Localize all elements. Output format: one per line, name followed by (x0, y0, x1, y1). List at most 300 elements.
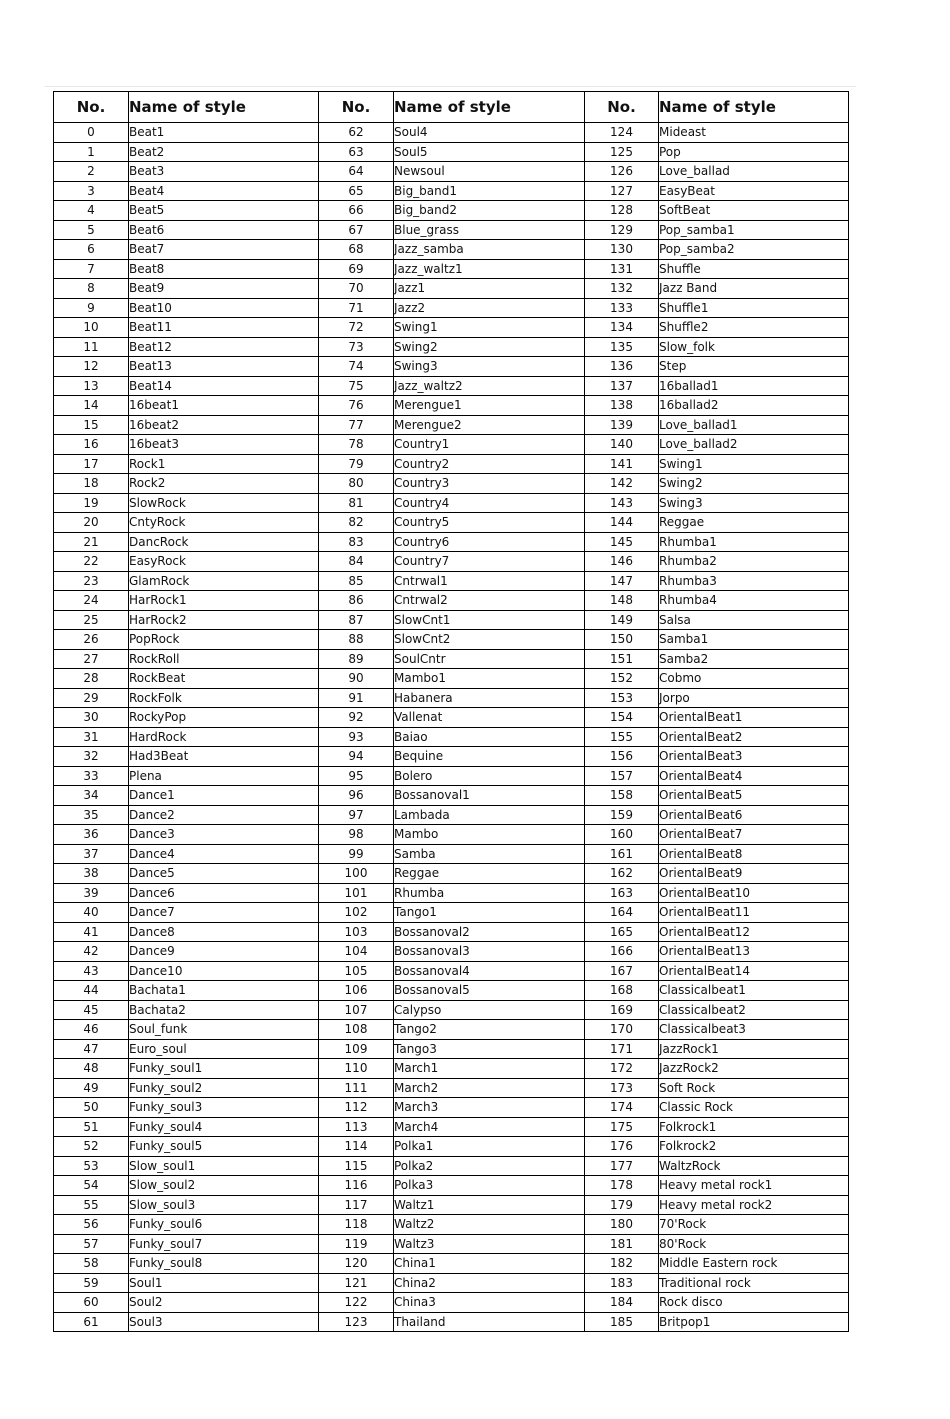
style-number: 158 (585, 786, 659, 806)
style-name: Dance3 (129, 825, 319, 845)
style-name: Dance10 (129, 961, 319, 981)
style-number: 74 (319, 357, 394, 377)
style-name: Shuffle (659, 259, 849, 279)
style-number: 117 (319, 1195, 394, 1215)
style-number: 53 (54, 1156, 129, 1176)
style-name: Country3 (394, 474, 585, 494)
style-name: Soul_funk (129, 1020, 319, 1040)
style-name: Jazz1 (394, 279, 585, 299)
style-name: Slow_soul1 (129, 1156, 319, 1176)
style-number: 124 (585, 123, 659, 143)
style-name: Had3Beat (129, 747, 319, 767)
table-row (54, 630, 849, 650)
style-name: Jorpo (659, 688, 849, 708)
style-number: 40 (54, 903, 129, 923)
style-name: Big_band1 (394, 181, 585, 201)
style-name: Bossanoval5 (394, 981, 585, 1001)
style-name: Traditional rock (659, 1273, 849, 1293)
header-no: No. (319, 92, 394, 123)
style-name: 16beat1 (129, 396, 319, 416)
style-number: 37 (54, 844, 129, 864)
style-name: OrientalBeat10 (659, 883, 849, 903)
style-name: Beat3 (129, 162, 319, 182)
style-number: 17 (54, 454, 129, 474)
table-row (54, 493, 849, 513)
table-row (54, 474, 849, 494)
style-name: RockRoll (129, 649, 319, 669)
style-name: Bossanoval3 (394, 942, 585, 962)
style-name: Rock1 (129, 454, 319, 474)
style-name: Cntrwal2 (394, 591, 585, 611)
style-number: 83 (319, 532, 394, 552)
style-number: 65 (319, 181, 394, 201)
style-name: Samba (394, 844, 585, 864)
table-row (54, 1117, 849, 1137)
table-row (54, 279, 849, 299)
style-number: 75 (319, 376, 394, 396)
style-name: Dance8 (129, 922, 319, 942)
style-number: 178 (585, 1176, 659, 1196)
style-name: GlamRock (129, 571, 319, 591)
style-name: EasyRock (129, 552, 319, 572)
style-number: 27 (54, 649, 129, 669)
header-name: Name of style (659, 92, 849, 123)
style-number: 127 (585, 181, 659, 201)
table-row (54, 181, 849, 201)
style-name: SlowRock (129, 493, 319, 513)
style-number: 48 (54, 1059, 129, 1079)
style-number: 184 (585, 1293, 659, 1313)
style-name: Swing1 (659, 454, 849, 474)
table-row (54, 649, 849, 669)
style-number: 92 (319, 708, 394, 728)
style-number: 130 (585, 240, 659, 260)
style-name: Classicalbeat1 (659, 981, 849, 1001)
style-name: Merengue1 (394, 396, 585, 416)
style-number: 106 (319, 981, 394, 1001)
style-name: Middle Eastern rock (659, 1254, 849, 1274)
style-name: Classicalbeat2 (659, 1000, 849, 1020)
style-number: 49 (54, 1078, 129, 1098)
table-row (54, 1156, 849, 1176)
style-number: 154 (585, 708, 659, 728)
style-number: 47 (54, 1039, 129, 1059)
style-name: Love_ballad2 (659, 435, 849, 455)
style-name: Country1 (394, 435, 585, 455)
style-number: 133 (585, 298, 659, 318)
style-name: Rhumba2 (659, 552, 849, 572)
style-number: 114 (319, 1137, 394, 1157)
table-row (54, 357, 849, 377)
table-row (54, 903, 849, 923)
style-name: Pop_samba1 (659, 220, 849, 240)
style-name: Beat11 (129, 318, 319, 338)
style-name: Beat13 (129, 357, 319, 377)
style-name: Waltz3 (394, 1234, 585, 1254)
style-number: 84 (319, 552, 394, 572)
style-number: 71 (319, 298, 394, 318)
style-name: Funky_soul3 (129, 1098, 319, 1118)
style-name: Bossanoval4 (394, 961, 585, 981)
table-row (54, 571, 849, 591)
style-number: 13 (54, 376, 129, 396)
table-row (54, 708, 849, 728)
style-name: Funky_soul8 (129, 1254, 319, 1274)
style-name: Bachata1 (129, 981, 319, 1001)
style-name: OrientalBeat12 (659, 922, 849, 942)
style-number: 148 (585, 591, 659, 611)
style-number: 119 (319, 1234, 394, 1254)
style-name: Tango2 (394, 1020, 585, 1040)
style-number: 4 (54, 201, 129, 221)
style-number: 99 (319, 844, 394, 864)
style-number: 143 (585, 493, 659, 513)
style-number: 116 (319, 1176, 394, 1196)
style-name: Soul5 (394, 142, 585, 162)
style-number: 120 (319, 1254, 394, 1274)
style-number: 50 (54, 1098, 129, 1118)
style-number: 160 (585, 825, 659, 845)
style-number: 36 (54, 825, 129, 845)
style-number: 113 (319, 1117, 394, 1137)
style-number: 111 (319, 1078, 394, 1098)
style-number: 68 (319, 240, 394, 260)
style-name: SoulCntr (394, 649, 585, 669)
header-name: Name of style (129, 92, 319, 123)
style-number: 14 (54, 396, 129, 416)
style-name: Rhumba (394, 883, 585, 903)
style-number: 161 (585, 844, 659, 864)
style-name: Dance5 (129, 864, 319, 884)
style-name: Samba2 (659, 649, 849, 669)
style-number: 34 (54, 786, 129, 806)
table-row (54, 123, 849, 143)
style-name: Big_band2 (394, 201, 585, 221)
style-number: 149 (585, 610, 659, 630)
table-row (54, 825, 849, 845)
style-name: Heavy metal rock1 (659, 1176, 849, 1196)
table-row (54, 1039, 849, 1059)
table-row (54, 201, 849, 221)
table-row (54, 435, 849, 455)
style-number: 63 (319, 142, 394, 162)
style-name: Pop_samba2 (659, 240, 849, 260)
style-number: 170 (585, 1020, 659, 1040)
style-name: OrientalBeat5 (659, 786, 849, 806)
style-number: 44 (54, 981, 129, 1001)
style-number: 10 (54, 318, 129, 338)
style-number: 46 (54, 1020, 129, 1040)
style-name: Country6 (394, 532, 585, 552)
style-number: 105 (319, 961, 394, 981)
style-name: Bossanoval2 (394, 922, 585, 942)
style-number: 144 (585, 513, 659, 533)
style-name: Plena (129, 766, 319, 786)
style-name: OrientalBeat9 (659, 864, 849, 884)
style-number: 123 (319, 1312, 394, 1332)
style-name: Beat4 (129, 181, 319, 201)
style-name: Funky_soul2 (129, 1078, 319, 1098)
style-name: SoftBeat (659, 201, 849, 221)
style-name: Tango1 (394, 903, 585, 923)
table-row (54, 766, 849, 786)
style-name: Merengue2 (394, 415, 585, 435)
style-name: Jazz_waltz1 (394, 259, 585, 279)
style-name: Baiao (394, 727, 585, 747)
style-name: Jazz Band (659, 279, 849, 299)
table-row (54, 942, 849, 962)
style-number: 102 (319, 903, 394, 923)
style-name: OrientalBeat6 (659, 805, 849, 825)
style-name: Slow_soul2 (129, 1176, 319, 1196)
style-number: 159 (585, 805, 659, 825)
style-number: 43 (54, 961, 129, 981)
style-number: 20 (54, 513, 129, 533)
style-name: SlowCnt1 (394, 610, 585, 630)
style-name: Soft Rock (659, 1078, 849, 1098)
style-name: 16ballad1 (659, 376, 849, 396)
style-number: 145 (585, 532, 659, 552)
header-row (54, 92, 849, 123)
style-number: 137 (585, 376, 659, 396)
style-name: Soul2 (129, 1293, 319, 1313)
style-name: China3 (394, 1293, 585, 1313)
table-row (54, 1234, 849, 1254)
style-name: Folkrock1 (659, 1117, 849, 1137)
style-name: HardRock (129, 727, 319, 747)
table-row (54, 922, 849, 942)
style-name: Classicalbeat3 (659, 1020, 849, 1040)
style-name: Love_ballad1 (659, 415, 849, 435)
style-number: 93 (319, 727, 394, 747)
style-number: 101 (319, 883, 394, 903)
table-row (54, 786, 849, 806)
style-number: 12 (54, 357, 129, 377)
style-name: Funky_soul7 (129, 1234, 319, 1254)
style-number: 139 (585, 415, 659, 435)
style-number: 64 (319, 162, 394, 182)
style-name: Funky_soul5 (129, 1137, 319, 1157)
style-name: 16beat2 (129, 415, 319, 435)
style-name: Beat2 (129, 142, 319, 162)
style-name: Beat5 (129, 201, 319, 221)
style-name: Love_ballad (659, 162, 849, 182)
style-number: 76 (319, 396, 394, 416)
style-name: Cobmo (659, 669, 849, 689)
table-row (54, 591, 849, 611)
style-name: Salsa (659, 610, 849, 630)
style-name: Polka1 (394, 1137, 585, 1157)
style-number: 58 (54, 1254, 129, 1274)
style-number: 110 (319, 1059, 394, 1079)
style-number: 155 (585, 727, 659, 747)
style-name: Funky_soul1 (129, 1059, 319, 1079)
style-name: RockyPop (129, 708, 319, 728)
style-number: 2 (54, 162, 129, 182)
table-row (54, 1059, 849, 1079)
style-number: 174 (585, 1098, 659, 1118)
style-name: Soul1 (129, 1273, 319, 1293)
table-row (54, 318, 849, 338)
header-no: No. (585, 92, 659, 123)
style-name: Habanera (394, 688, 585, 708)
style-number: 118 (319, 1215, 394, 1235)
style-number: 22 (54, 552, 129, 572)
style-number: 29 (54, 688, 129, 708)
table-row (54, 961, 849, 981)
style-number: 66 (319, 201, 394, 221)
style-number: 147 (585, 571, 659, 591)
style-number: 121 (319, 1273, 394, 1293)
table-row (54, 844, 849, 864)
style-number: 33 (54, 766, 129, 786)
style-name: Reggae (394, 864, 585, 884)
table-row (54, 1137, 849, 1157)
style-number: 1 (54, 142, 129, 162)
table-row (54, 669, 849, 689)
style-number: 141 (585, 454, 659, 474)
style-number: 51 (54, 1117, 129, 1137)
style-name: Soul4 (394, 123, 585, 143)
table-row (54, 688, 849, 708)
style-name: JazzRock1 (659, 1039, 849, 1059)
style-number: 11 (54, 337, 129, 357)
style-number: 126 (585, 162, 659, 182)
style-name: Dance7 (129, 903, 319, 923)
style-name: RockFolk (129, 688, 319, 708)
style-number: 3 (54, 181, 129, 201)
table-row (54, 747, 849, 767)
style-number: 82 (319, 513, 394, 533)
style-name: Jazz2 (394, 298, 585, 318)
style-number: 57 (54, 1234, 129, 1254)
style-number: 164 (585, 903, 659, 923)
style-name: Beat6 (129, 220, 319, 240)
style-number: 142 (585, 474, 659, 494)
style-name: Rhumba4 (659, 591, 849, 611)
style-name: Bequine (394, 747, 585, 767)
style-name: Heavy metal rock2 (659, 1195, 849, 1215)
style-name: Country4 (394, 493, 585, 513)
style-name: EasyBeat (659, 181, 849, 201)
style-number: 185 (585, 1312, 659, 1332)
style-name: Shuffle1 (659, 298, 849, 318)
style-number: 109 (319, 1039, 394, 1059)
style-name: Beat1 (129, 123, 319, 143)
style-number: 88 (319, 630, 394, 650)
style-name: Jazz_samba (394, 240, 585, 260)
style-number: 182 (585, 1254, 659, 1274)
style-name: OrientalBeat3 (659, 747, 849, 767)
style-name: Polka2 (394, 1156, 585, 1176)
style-name: Folkrock2 (659, 1137, 849, 1157)
table-row (54, 298, 849, 318)
style-number: 156 (585, 747, 659, 767)
style-number: 86 (319, 591, 394, 611)
style-number: 18 (54, 474, 129, 494)
style-number: 23 (54, 571, 129, 591)
style-name: Beat10 (129, 298, 319, 318)
style-number: 100 (319, 864, 394, 884)
style-number: 134 (585, 318, 659, 338)
style-number: 94 (319, 747, 394, 767)
style-number: 42 (54, 942, 129, 962)
style-number: 166 (585, 942, 659, 962)
style-name: Swing2 (659, 474, 849, 494)
style-name: March1 (394, 1059, 585, 1079)
style-name: Thailand (394, 1312, 585, 1332)
style-name: Beat9 (129, 279, 319, 299)
style-name: 70'Rock (659, 1215, 849, 1235)
table-row (54, 142, 849, 162)
style-name: 80'Rock (659, 1234, 849, 1254)
style-number: 157 (585, 766, 659, 786)
style-number: 60 (54, 1293, 129, 1313)
style-number: 72 (319, 318, 394, 338)
style-name: Beat8 (129, 259, 319, 279)
style-name: Dance2 (129, 805, 319, 825)
style-number: 32 (54, 747, 129, 767)
style-name: March4 (394, 1117, 585, 1137)
style-name: Funky_soul6 (129, 1215, 319, 1235)
style-number: 151 (585, 649, 659, 669)
table-row (54, 981, 849, 1001)
table-body (54, 123, 849, 1332)
style-name: Blue_grass (394, 220, 585, 240)
style-number: 131 (585, 259, 659, 279)
style-name: Britpop1 (659, 1312, 849, 1332)
style-name: CntyRock (129, 513, 319, 533)
style-name: Jazz_waltz2 (394, 376, 585, 396)
style-number: 162 (585, 864, 659, 884)
style-number: 104 (319, 942, 394, 962)
style-name: Country7 (394, 552, 585, 572)
style-number: 81 (319, 493, 394, 513)
header-no: No. (54, 92, 129, 123)
style-number: 103 (319, 922, 394, 942)
style-number: 0 (54, 123, 129, 143)
style-name: OrientalBeat8 (659, 844, 849, 864)
style-number: 6 (54, 240, 129, 260)
table-row (54, 727, 849, 747)
style-name: 16ballad2 (659, 396, 849, 416)
style-number: 136 (585, 357, 659, 377)
style-number: 163 (585, 883, 659, 903)
style-number: 108 (319, 1020, 394, 1040)
style-name: OrientalBeat14 (659, 961, 849, 981)
style-number: 112 (319, 1098, 394, 1118)
style-number: 54 (54, 1176, 129, 1196)
table-row (54, 1273, 849, 1293)
style-name: Waltz1 (394, 1195, 585, 1215)
style-number: 135 (585, 337, 659, 357)
style-name: China2 (394, 1273, 585, 1293)
style-number: 31 (54, 727, 129, 747)
style-number: 115 (319, 1156, 394, 1176)
style-name: Slow_soul3 (129, 1195, 319, 1215)
style-name: March3 (394, 1098, 585, 1118)
style-name: OrientalBeat11 (659, 903, 849, 923)
style-name: Tango3 (394, 1039, 585, 1059)
style-number: 35 (54, 805, 129, 825)
style-name: Swing3 (659, 493, 849, 513)
style-number: 91 (319, 688, 394, 708)
style-number: 179 (585, 1195, 659, 1215)
style-name: Samba1 (659, 630, 849, 650)
table-row (54, 805, 849, 825)
table-row (54, 1293, 849, 1313)
style-name: Lambada (394, 805, 585, 825)
